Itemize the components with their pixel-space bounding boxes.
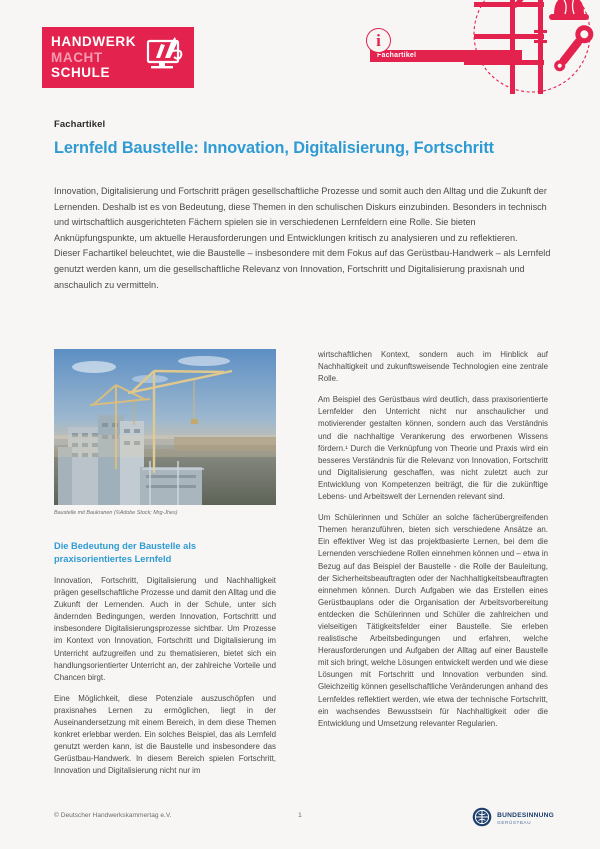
bundesinnung-wordmark (497, 813, 554, 826)
left-paragraph-1: Innovation, Fortschritt, Digitalisierung und Nachhaltigkeit prägen gesellschaftliche Prozesse und damit den Alltag und die Zukunft der Lernenden. Auch in der Schule, unter sich ändernden Bedingungen, werden Innovation, Fortschritt und insbesondere Digitalisierungsprozesse sichtbar. Um Prozesse im Kontext von Innovation, Fortschritt und Digitalisierung im Unterricht aufzugreifen und zu thematisieren, bietet sich ein handlungsorientierter Unterricht an, der zahlreiche Vorteile und Chancen birgt. (54, 576, 276, 682)
right-paragraph-3: Um Schülerinnen und Schüler an solche fächerübergreifenden Themen heranzuführen, bieten sich verschiedene Ansätze an. Ein effektiver Weg ist das projektbasierte Lernen, bei dem die Lernenden verschiedene Rollen einnehmen können und – etwa in Bezug auf das Beispiel der Baustelle - die Rolle der Bauleitung, der Sicherheitsbeauftragten oder der Nachhaltigkeitsbeauftragten einnehmen können. Durch Aufgaben wie das Erstellen eines Gerüstbauplans oder die Organisation der Arbeitsvorbereitung entdecken die Schülerinnen und Schüler die zahlreichen und vielseitigen Tätigkeitsfelder einer Baustelle. Sie erleben realistische Arbeitsbedingungen und erfahren, welche Herausforderungen und Aufgaben der Alltag auf einer Baustelle mit sich bringt, welche Lösungen entwickelt werden und wie diese Lösungen mit Fortschritt und Innovation verbunden sind. Gleichzeitig können gesellschaftliche Veränderungen anhand des Lernfeldes reflektiert werden, wie etwa der technische Fortschritt, ein wachsendes Bewusstsein für Nachhaltigkeit oder die Entwicklung und Umsetzung relevanter Regularien. (318, 513, 548, 728)
badge-label: Fachartikel (377, 52, 417, 59)
logo-line-macht: MACHT (51, 49, 103, 65)
figure-caption: Baustelle mit Baukranen (©Adobe Stock; Mrg-Jhes) (54, 510, 178, 516)
handwerk-macht-schule-logo (42, 27, 194, 88)
left-paragraph-2: Eine Möglichkeit, diese Potenziale auszuschöpfen und praxisnahes Lernen zu ermöglichen, liegt in der Auseinandersetzung mit einem Bereich, in dem diese Themen konkret erlebbar werden. Ein solches Beispiel, das als Lernfeld genutzt werden kann, ist die Baustelle und insbesondere das Gerüstbau-Handwerk. In diesem Bereich spielen Fortschritt, Innovation und Digitalisierung nicht nur im (54, 693, 276, 776)
footer-copyright: © Deutscher Handwerkskammertag e.V. (54, 812, 172, 819)
monitor-pencil-icon (143, 33, 187, 82)
construction-site-photo (54, 349, 276, 505)
bundesinnung-geruestbau-logo (472, 807, 554, 832)
page-number: 1 (298, 812, 302, 819)
section-subheading: Die Bedeutung der Baustelle als praxisorientiertes Lernfeld (54, 541, 197, 564)
scaffolding-hardhat-tools-icon (464, 0, 600, 98)
article-title-block (54, 119, 554, 158)
page-footer (0, 801, 600, 849)
right-paragraph-1: wirtschaftlichen Kontext, sondern auch im Hinblick auf Nachhaltigkeit und zukunftsweisende Technologien eine zentrale Rolle. (318, 350, 548, 384)
article-kicker: Fachartikel (54, 119, 106, 130)
logo-wordmark (51, 34, 136, 81)
bundesinnung-emblem-icon (472, 807, 492, 832)
intro-paragraph-1: Innovation, Digitalisierung und Fortschritt prägen gesellschaftliche Prozesse und somit auch den Alltag und die Zukunft der Lernenden. Deshalb ist es von Bedeutung, diese Themen in den schulischen Diskurs einzubinden. Besonders in technisch und wirtschaftlich ausgerichteten Fächern spielen sie in verschiedenen Lernfeldern eine Rolle. Sie bieten Anknüpfungspunkte, um aktuelle Herausforderungen und Entwicklungen kritisch zu analysieren und zu reflektieren. (54, 186, 547, 243)
article-intro (54, 184, 554, 293)
right-column (318, 349, 548, 730)
logo-line-schule: SCHULE (51, 65, 111, 81)
page-title: Lernfeld Baustelle: Innovation, Digitalisierung, Fortschritt (54, 139, 494, 157)
right-column-body (318, 349, 548, 730)
info-icon: i (366, 28, 391, 53)
footer-logo-main: BUNDESINNUNG (497, 812, 554, 820)
logo-line-handwerk: HANDWERK (51, 34, 137, 50)
left-column (54, 349, 276, 778)
left-column-body (54, 575, 276, 778)
intro-paragraph-2: Dieser Fachartikel beleuchtet, wie die Baustelle – insbesondere mit dem Fokus auf das Gerüstbau-Handwerk – als Lernfeld genutzt werden kann, um die gesellschaftliche Relevanz von Innovation, Fortschritt und Digitalisierung praxisnah und anschaulich zu vermitteln. (54, 248, 551, 290)
page-header (0, 0, 600, 110)
right-paragraph-2: Am Beispiel des Gerüstbaus wird deutlich, dass praxisorientierte Lernfelder den Unterricht nicht nur anschaulicher und motivierender gestalten können, sondern auch das Verständnis und die nachhaltige Verankerung des erworbenen Wissens fördern.¹ Durch die Verknüpfung von Theorie und Praxis wird ein besseres Verständnis für die Relevanz von Innovation, Fortschritt und Digitalisierung geschaffen, was nicht zuletzt auch zur Entwicklung von Kompetenzen beiträgt, die für die zukünftige Lebens- und Arbeitswelt der Lernenden relevant sind. (318, 395, 548, 502)
footer-logo-sub: GERÜSTBAU (497, 820, 532, 826)
